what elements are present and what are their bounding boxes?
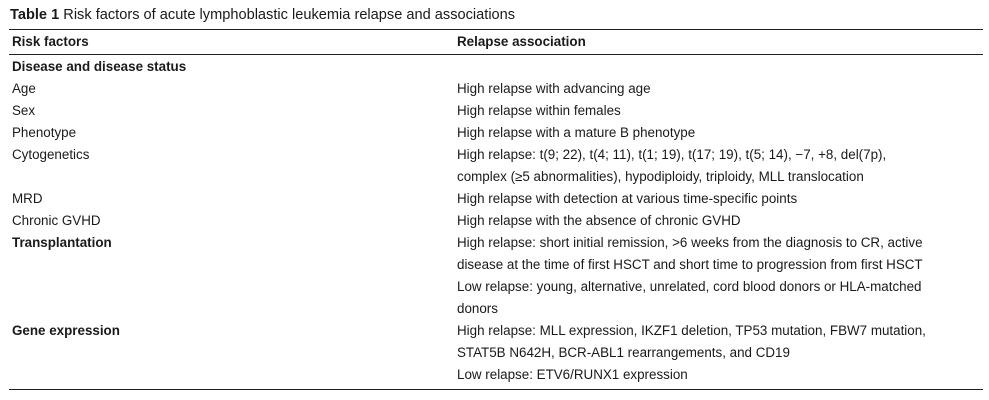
risk-factor-cell: MRD: [12, 191, 43, 206]
relapse-association-cell: [457, 232, 983, 320]
association-line: Low relapse: young, alternative, unrelated, cord blood donors or HLA-matched: [457, 279, 922, 294]
association-line: High relapse: MLL expression, IKZF1 deletion, TP53 mutation, FBW7 mutation,: [457, 323, 926, 338]
association-line: High relapse: short initial remission, >6 weeks from the diagnosis to CR, active: [457, 235, 923, 250]
relapse-association-cell: [457, 210, 983, 232]
association-line: Low relapse: ETV6/RUNX1 expression: [457, 367, 688, 382]
table-row: [9, 100, 983, 122]
table-row: [9, 320, 983, 386]
association-line: High relapse with advancing age: [457, 81, 651, 96]
table-row: [9, 232, 983, 320]
association-line: High relapse with a mature B phenotype: [457, 125, 696, 140]
relapse-association-cell: [457, 78, 983, 100]
table-caption-text: Risk factors of acute lymphoblastic leukemia relapse and associations: [59, 7, 516, 23]
table-row: [9, 55, 983, 78]
association-line: complex (≥5 abnormalities), hypodiploidy, triploidy, MLL translocation: [457, 169, 864, 184]
table-row: [9, 122, 983, 144]
relapse-association-cell: [457, 320, 983, 386]
association-line: High relapse with detection at various time-specific points: [457, 191, 798, 206]
bottom-rule: [9, 389, 983, 390]
section-heading: Transplantation: [12, 235, 112, 250]
relapse-association-cell: [457, 122, 983, 144]
section-heading: Gene expression: [12, 323, 120, 338]
risk-factor-cell: Sex: [12, 103, 36, 118]
association-line: donors: [457, 301, 498, 316]
relapse-association-cell: [457, 55, 983, 78]
table-caption-label: Table 1: [10, 7, 60, 23]
table: [9, 30, 983, 54]
risk-factor-cell: Phenotype: [12, 125, 77, 140]
risk-factors-table: [9, 6, 983, 390]
section-heading: Disease and disease status: [12, 59, 187, 74]
table-row: [9, 210, 983, 232]
table-row: [9, 144, 983, 188]
risk-factor-cell: Cytogenetics: [12, 147, 90, 162]
risk-factor-cell: Chronic GVHD: [12, 213, 101, 228]
relapse-association-cell: [457, 144, 983, 188]
risk-factor-cell: Age: [12, 81, 36, 96]
association-line: High relapse with the absence of chronic GVHD: [457, 213, 741, 228]
table-row: [9, 188, 983, 210]
table-caption: [9, 6, 983, 24]
association-line: disease at the time of first HSCT and short time to progression from first HSCT: [457, 257, 923, 272]
table-row: [9, 78, 983, 100]
relapse-association-cell: [457, 188, 983, 210]
relapse-association-cell: [457, 100, 983, 122]
association-line: STAT5B N642H, BCR-ABL1 rearrangements, and CD19: [457, 345, 790, 360]
table-body: [9, 55, 983, 386]
association-line: High relapse: t(9; 22), t(4; 11), t(1; 19), t(17; 19), t(5; 14), −7, +8, del(7p),: [457, 147, 887, 162]
header-row: [9, 30, 983, 54]
header-risk-factors: Risk factors: [12, 34, 89, 49]
header-relapse-association: Relapse association: [457, 34, 586, 49]
association-line: High relapse within females: [457, 103, 621, 118]
